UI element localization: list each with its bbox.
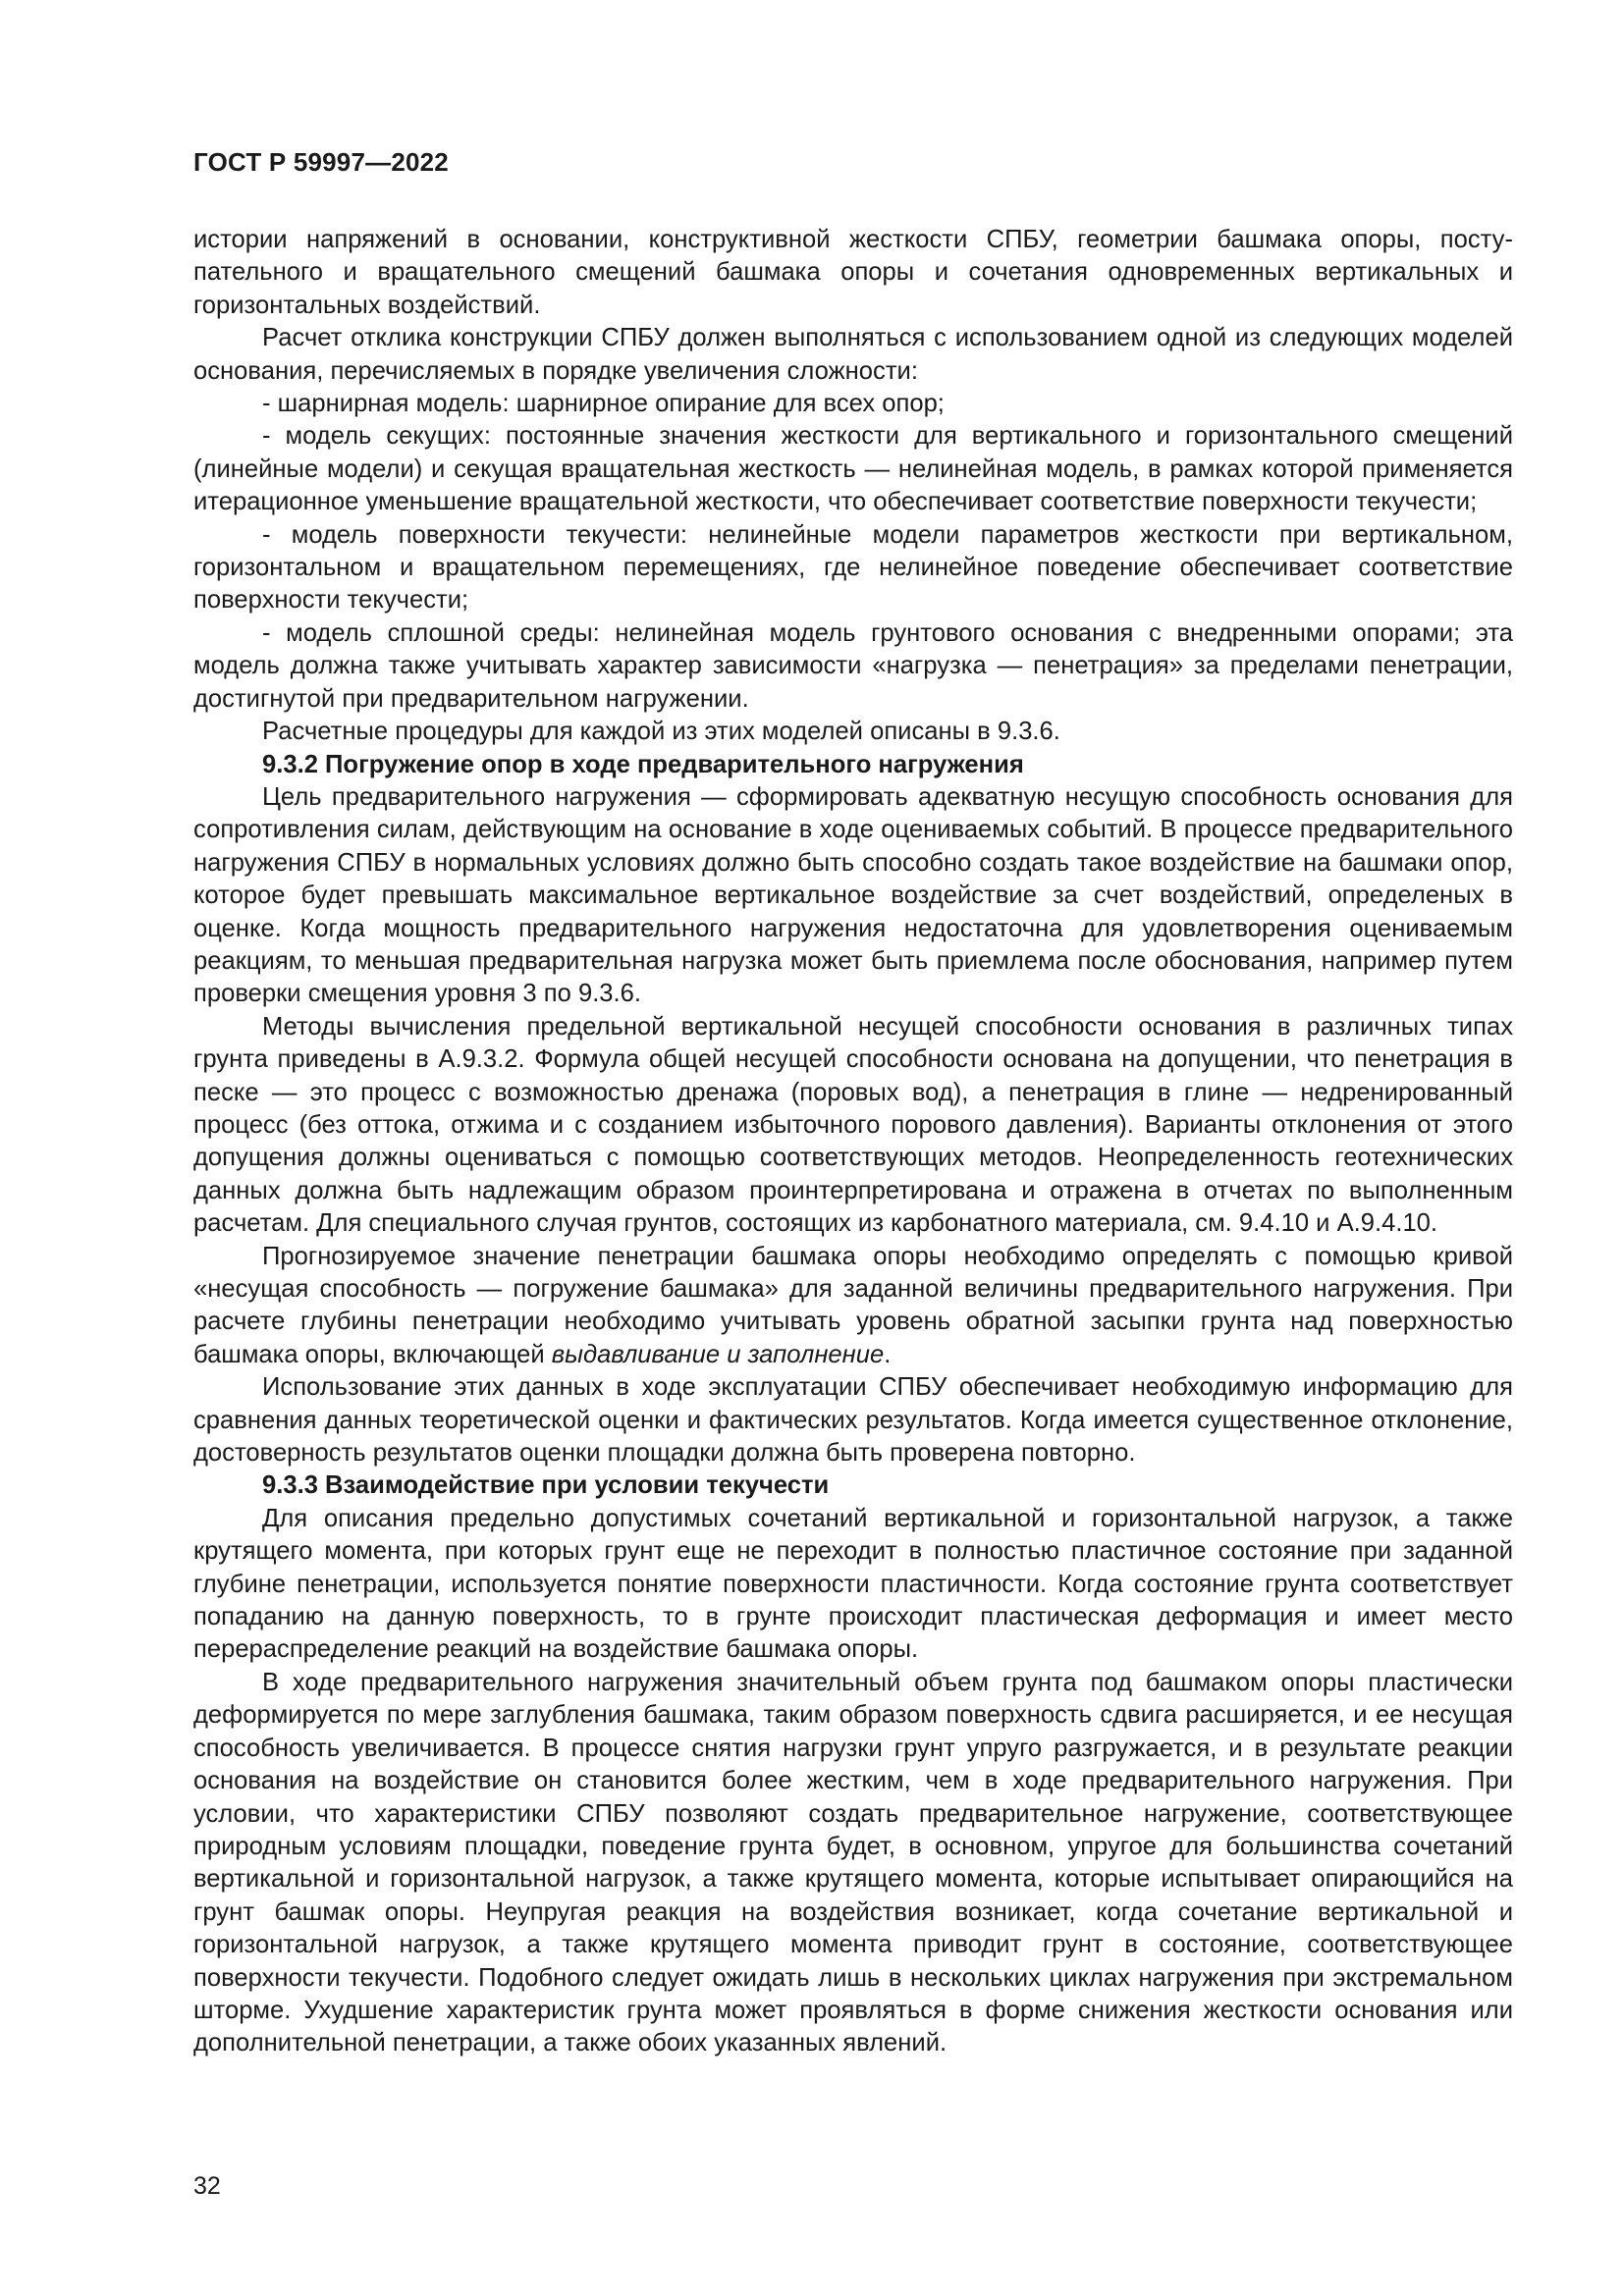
paragraph: Методы вычисления предельной вертикальной несущей способности основания в различных типах грунта приведены в А.9.3.2. Формула общей несущей способности основана на допущении, что пенетрация в песке — это процесс с возможностью дренажа (поровых вод), а пенетрация в глине — недренированный процесс (без оттока, отжима и с созданием избыточного порового давления). Варианты отклонения от этого допущения должны оцениваться с помощью соответствующих методов. Неопределенность геотехнических данных должна быть надлежащим образом проинтерпретирована и отражена в отчетах по выполненным расчетам. Для специального случая грунтов, состоящих из карбонатного материала, см. 9.4.10 и А.9.4.10. xyxy=(193,1012,1513,1238)
paragraph: В ходе предварительного нагружения значительный объем грунта под башмаком опоры пластически деформируется по мере заглубления башмака, таким образом поверхность сдвига расширяется, и ее несущая способность увеличивается. В процессе снятия нагрузки грунт упруго разгружается, и в результате реакции основания на воздействие он становится более жестким, чем в ходе предварительного нагружения. При условии, что характеристики СПБУ позволяют создать предварительное нагружение, соответствующее природным условиям площадки, поведение грунта будет, в основном, упругое для большинства сочетаний вертикальной и горизонтальной нагрузок, а также крутящего момента, которые испытывает опирающийся на грунт башмак опоры. Неупругая реакция на воздействия возникает, когда сочетание вертикальной и горизонтальной нагрузок, а также крутящего момента приводит грунт в состояние, соответствующее поверхности текучести. Подобного следует ожидать лишь в нескольких циклах нагружения при экстремальном шторме. Ухудшение характеристик грунта может проявляться в форме снижения жесткости основания или дополнительной пенетрации, а также обоих указанных явлений. xyxy=(193,1668,1513,2057)
paragraph-text: Прогнозируемое значение пенетрации башмака опоры необходимо определять с помощью кривой «несущая способность — погружение башмака» для заданной величины предварительного нагружения. При расчете глубины пенетрации необходимо учитывать уровень обратной засыпки грунта над поверхностью башмака опоры, включающей xyxy=(193,1242,1513,1368)
paragraph: Расчетные процедуры для каждой из этих моделей описаны в 9.3.6. xyxy=(262,718,1060,746)
list-item: - модель поверхности текучести: нелинейные модели параметров жесткости при вертикальном, горизонтальном и вращательном перемещениях, где нелинейное поведение обеспечивает соответствие поверхности текучести; xyxy=(193,520,1513,614)
paragraph xyxy=(193,1241,1513,1372)
page-number: 32 xyxy=(193,2172,221,2200)
document-body xyxy=(193,224,1513,2060)
list-item: - модель секущих: постоянные значения жесткости для вертикального и горизонтального смещений (линейные модели) и секущая вращательная жесткость — нелинейная модель, в рамках которой применяется итерационное уменьшение вращательной жесткости, что обеспечивает соответствие поверхности текучести; xyxy=(193,422,1513,516)
document-header: ГОСТ Р 59997—2022 xyxy=(193,147,449,177)
paragraph: Расчет отклика конструкции СПБУ должен выполняться с использованием одной из следующих моделей основания, перечисляемых в порядке увеличения сложности: xyxy=(193,324,1513,385)
paragraph: истории напряжений в основании, конструктивной жесткости СПБУ, геометрии башмака опоры, поступательного и вращательного смещений башмака опоры и сочетания одновременных вертикальных и горизонтальных воздействий. xyxy=(193,226,1513,319)
list-item: - модель сплошной среды: нелинейная модель грунтового основания с внедренными опорами; эта модель должна также учитывать характер зависимости «нагрузка — пенетрация» за пределами пенетрации, достигнутой при предварительном нагружении. xyxy=(193,618,1513,713)
paragraph: Для описания предельно допустимых сочетаний вертикальной и горизонтальной нагрузок, а также крутящего момента, при которых грунт еще не переходит в полностью пластичное состояние при заданной глубине пенетрации, используется понятие поверхности пластичности. Когда состояние грунта соответствует попаданию на данную поверхность, то в грунте происходит пластическая деформация и имеет место перераспределение реакций на воздействие башмака опоры. xyxy=(193,1504,1513,1664)
section-heading: 9.3.3 Взаимодействие при условии текучести xyxy=(262,1471,830,1500)
section-heading: 9.3.2 Погружение опор в ходе предварительного нагружения xyxy=(262,750,1024,778)
paragraph: Использование этих данных в ходе эксплуатации СПБУ обеспечивает необходимую информацию для сравнения данных теоретической оценки и фактических результатов. Когда имеется существенное отклонение, достоверность результатов оценки площадки должна быть проверена повторно. xyxy=(193,1373,1513,1468)
paragraph-text: . xyxy=(884,1340,892,1368)
list-item: - шарнирная модель: шарнирное опирание для всех опор; xyxy=(262,390,945,418)
italic-term: выдавливание и заполнение xyxy=(551,1340,885,1368)
paragraph: Цель предварительного нагружения — сформировать адекватную несущую способность основания для сопротивления силам, действующим на основание в ходе оцениваемых событий. В процессе предварительного нагружения СПБУ в нормальных условиях должно быть способно создать такое воздействие на башмаки опор, которое будет превышать максимальное вертикальное воздействие за счет воздействий, определеных в оценке. Когда мощность предварительного нагружения недостаточна для удовлетворения оцениваемым реакциям, то меньшая предварительная нагрузка может быть приемлема после обоснования, например путем проверки смещения уровня 3 по 9.3.6. xyxy=(193,782,1513,1008)
